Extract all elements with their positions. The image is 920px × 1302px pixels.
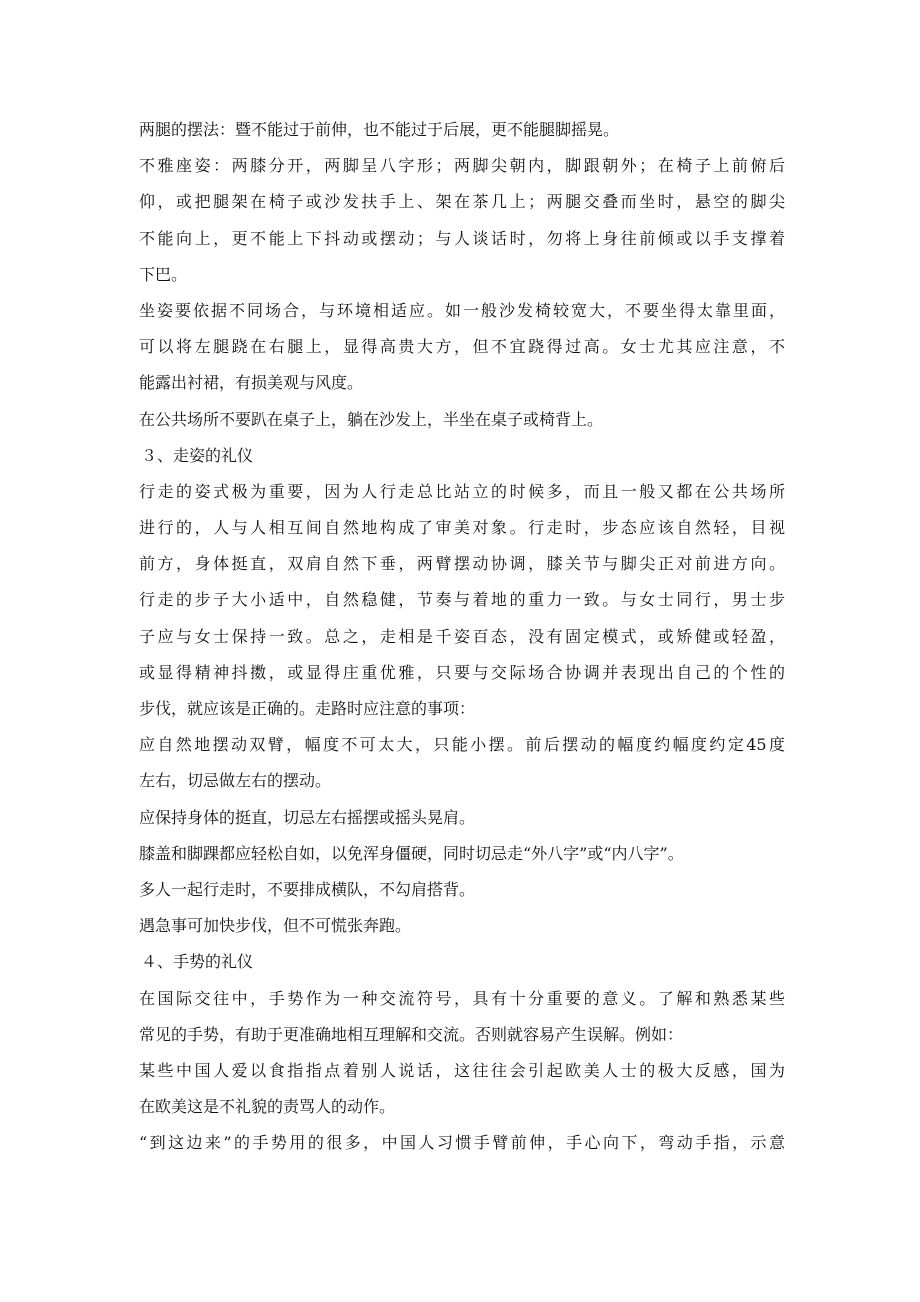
text-line: 左右，切忌做左右的摆动。 <box>139 771 332 791</box>
text-line: 在欧美这是不礼貌的责骂人的动作。 <box>139 1097 396 1117</box>
text-line: 进行的，人与人相互间自然地构成了审美对象。行走时，步态应该自然轻，目视 <box>139 518 785 538</box>
text-line: 能露出衬裙，有损美观与风度。 <box>139 373 364 393</box>
text-line: 可以将左腿跷在右腿上，显得高贵大方，但不宜跷得过高。女士尤其应注意，不 <box>139 337 785 357</box>
text-line: 在国际交往中，手势作为一种交流符号，具有十分重要的意义。了解和熟悉某些 <box>139 988 785 1008</box>
text-line: “到这边来”的手势用的很多，中国人习惯手臂前伸，手心向下，弯动手指，示意 <box>139 1133 785 1153</box>
section-heading: ３、走姿的礼仪 <box>141 445 254 465</box>
text-line: 应保持身体的挺直，切忌左右摇摆或摇头晃肩。 <box>139 807 476 827</box>
text-line: 或显得精神抖擞，或显得庄重优雅，只要与交际场合协调并表现出自己的个性的 <box>139 662 785 682</box>
text-line: 常见的手势，有助于更准确地相互理解和交流。否则就容易产生误解。例如： <box>139 1024 684 1044</box>
text-line: 不能向上，更不能上下抖动或摆动；与人谈话时，勿将上身往前倾或以手支撑着 <box>139 228 785 248</box>
text-line: 某些中国人爱以食指指点着别人说话，这往往会引起欧美人士的极大反感，国为 <box>139 1060 785 1080</box>
text-line: 行走的步子大小适中，自然稳健，节奏与着地的重力一致。与女士同行，男士步 <box>139 590 785 610</box>
text-line: 应自然地摆动双臂，幅度不可太大，只能小摆。前后摆动的幅度约幅度约定45度 <box>139 735 785 755</box>
text-line: 下巴。 <box>139 264 188 284</box>
text-line: 仰，或把腿架在椅子或沙发扶手上、架在茶几上；两腿交叠而坐时，悬空的脚尖 <box>139 192 785 212</box>
document-body <box>139 112 785 1161</box>
text-line: 多人一起行走时，不要排成横队，不勾肩搭背。 <box>139 879 476 899</box>
section-heading: ４、手势的礼仪 <box>141 952 254 972</box>
text-line: 子应与女士保持一致。总之，走相是千姿百态，没有固定模式，或矫健或轻盈， <box>139 626 785 646</box>
text-line: 前方，身体挺直，双肩自然下垂，两臂摆动协调，膝关节与脚尖正对前进方向。 <box>139 554 785 574</box>
text-line: 坐姿要依据不同场合，与环境相适应。如一般沙发椅较宽大，不要坐得太靠里面， <box>139 300 785 320</box>
text-line: 在公共场所不要趴在桌子上，躺在沙发上，半坐在桌子或椅背上。 <box>139 409 604 429</box>
text-line: 两腿的摆法：暨不能过于前伸，也不能过于后展，更不能腿脚摇晃。 <box>139 120 620 139</box>
text-line: 不雅座姿：两膝分开，两脚呈八字形；两脚尖朝内，脚跟朝外；在椅子上前俯后 <box>139 156 785 176</box>
text-line: 膝盖和脚踝都应轻松自如，以免浑身僵硬，同时切忌走“外八字”或“内八字”。 <box>139 843 684 863</box>
text-line: 步伐，就应该是正确的。走路时应注意的事项： <box>139 699 476 718</box>
text-line: 遇急事可加快步伐，但不可慌张奔跑。 <box>139 916 412 936</box>
text-line: 行走的姿式极为重要，因为人行走总比站立的时候多，而且一般又都在公共场所 <box>139 481 785 501</box>
